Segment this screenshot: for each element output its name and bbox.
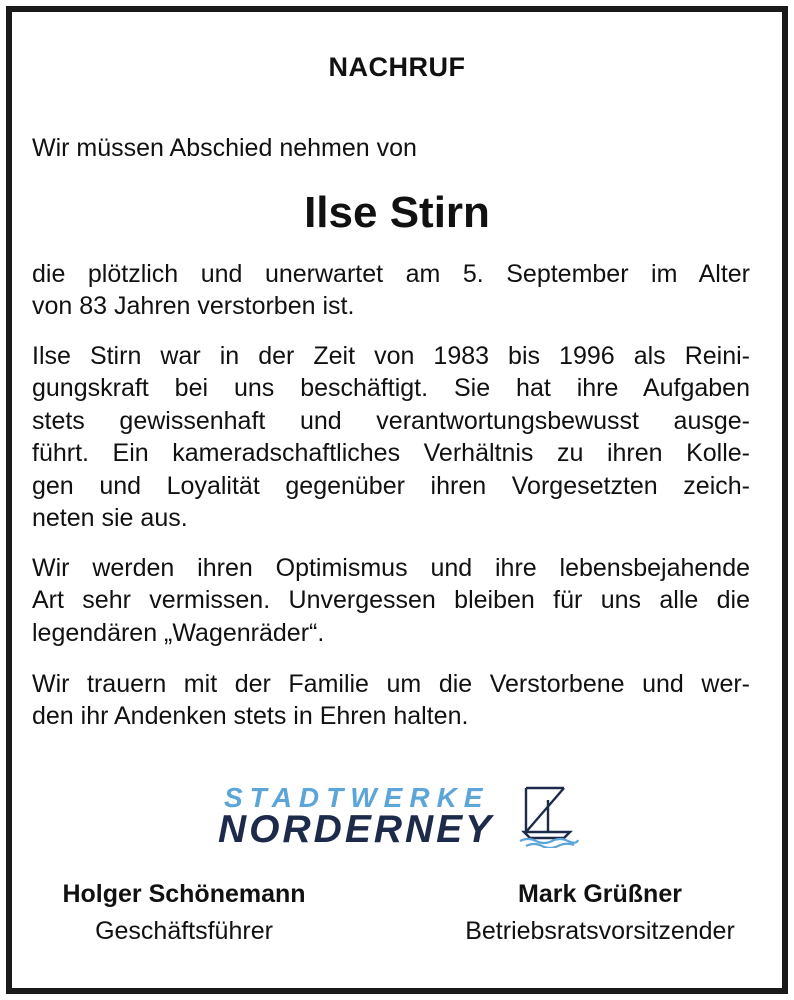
paragraph-line: gen und Loyalität gegenüber ihren Vorgesetzten zeich-	[32, 471, 750, 500]
logo-text-bottom: NORDERNEY	[218, 808, 495, 851]
paragraph-line: von 83 Jahren verstorben ist.	[32, 292, 355, 321]
stadtwerke-norderney-logo	[218, 782, 578, 852]
paragraph-line: die plötzlich und unerwartet am 5. September im Alter	[32, 260, 750, 288]
signatory-1	[14, 880, 354, 946]
paragraph-line: legendären „Wagenräder“.	[32, 618, 325, 647]
paragraph-line: stets gewissenhaft und verantwortungsbewusst ausge-	[32, 406, 750, 435]
paragraph-line: Art sehr vermissen. Unvergessen bleiben für uns alle die	[32, 586, 750, 615]
signatory-name: Holger Schönemann	[62, 880, 306, 908]
paragraph-line: Wir werden ihren Optimismus und ihre lebensbejahende	[32, 554, 750, 582]
signatory-name: Mark Grüßner	[518, 880, 682, 908]
sail-boat-icon	[518, 782, 580, 848]
paragraph-line: den ihr Andenken stets in Ehren halten.	[32, 702, 469, 731]
paragraph-line: führt. Ein kameradschaftliches Verhältnis zu ihren Kolle-	[32, 439, 750, 468]
signatory-role: Betriebsratsvorsitzender	[465, 917, 735, 945]
page-title: NACHRUF	[328, 52, 466, 82]
logo-text-top: STADTWERKE	[224, 782, 490, 813]
signatory-role: Geschäftsführer	[95, 917, 273, 945]
paragraph-2	[32, 340, 750, 534]
paragraph-line: gungskraft bei uns beschäftigt. Sie hat ihre Aufgaben	[32, 374, 750, 403]
paragraph-line: Ilse Stirn war in der Zeit von 1983 bis 1996 als Reini-	[32, 342, 750, 370]
paragraph-3	[32, 552, 750, 649]
paragraph-line: Wir trauern mit der Familie um die Verstorbene und wer-	[32, 670, 750, 698]
signatory-2	[430, 880, 770, 946]
paragraph-4	[32, 668, 750, 733]
paragraph-1	[32, 258, 750, 323]
intro-text: Wir müssen Abschied nehmen von	[32, 134, 417, 162]
paragraph-line: neten sie aus.	[32, 504, 188, 533]
deceased-name: Ilse Stirn	[304, 188, 490, 237]
